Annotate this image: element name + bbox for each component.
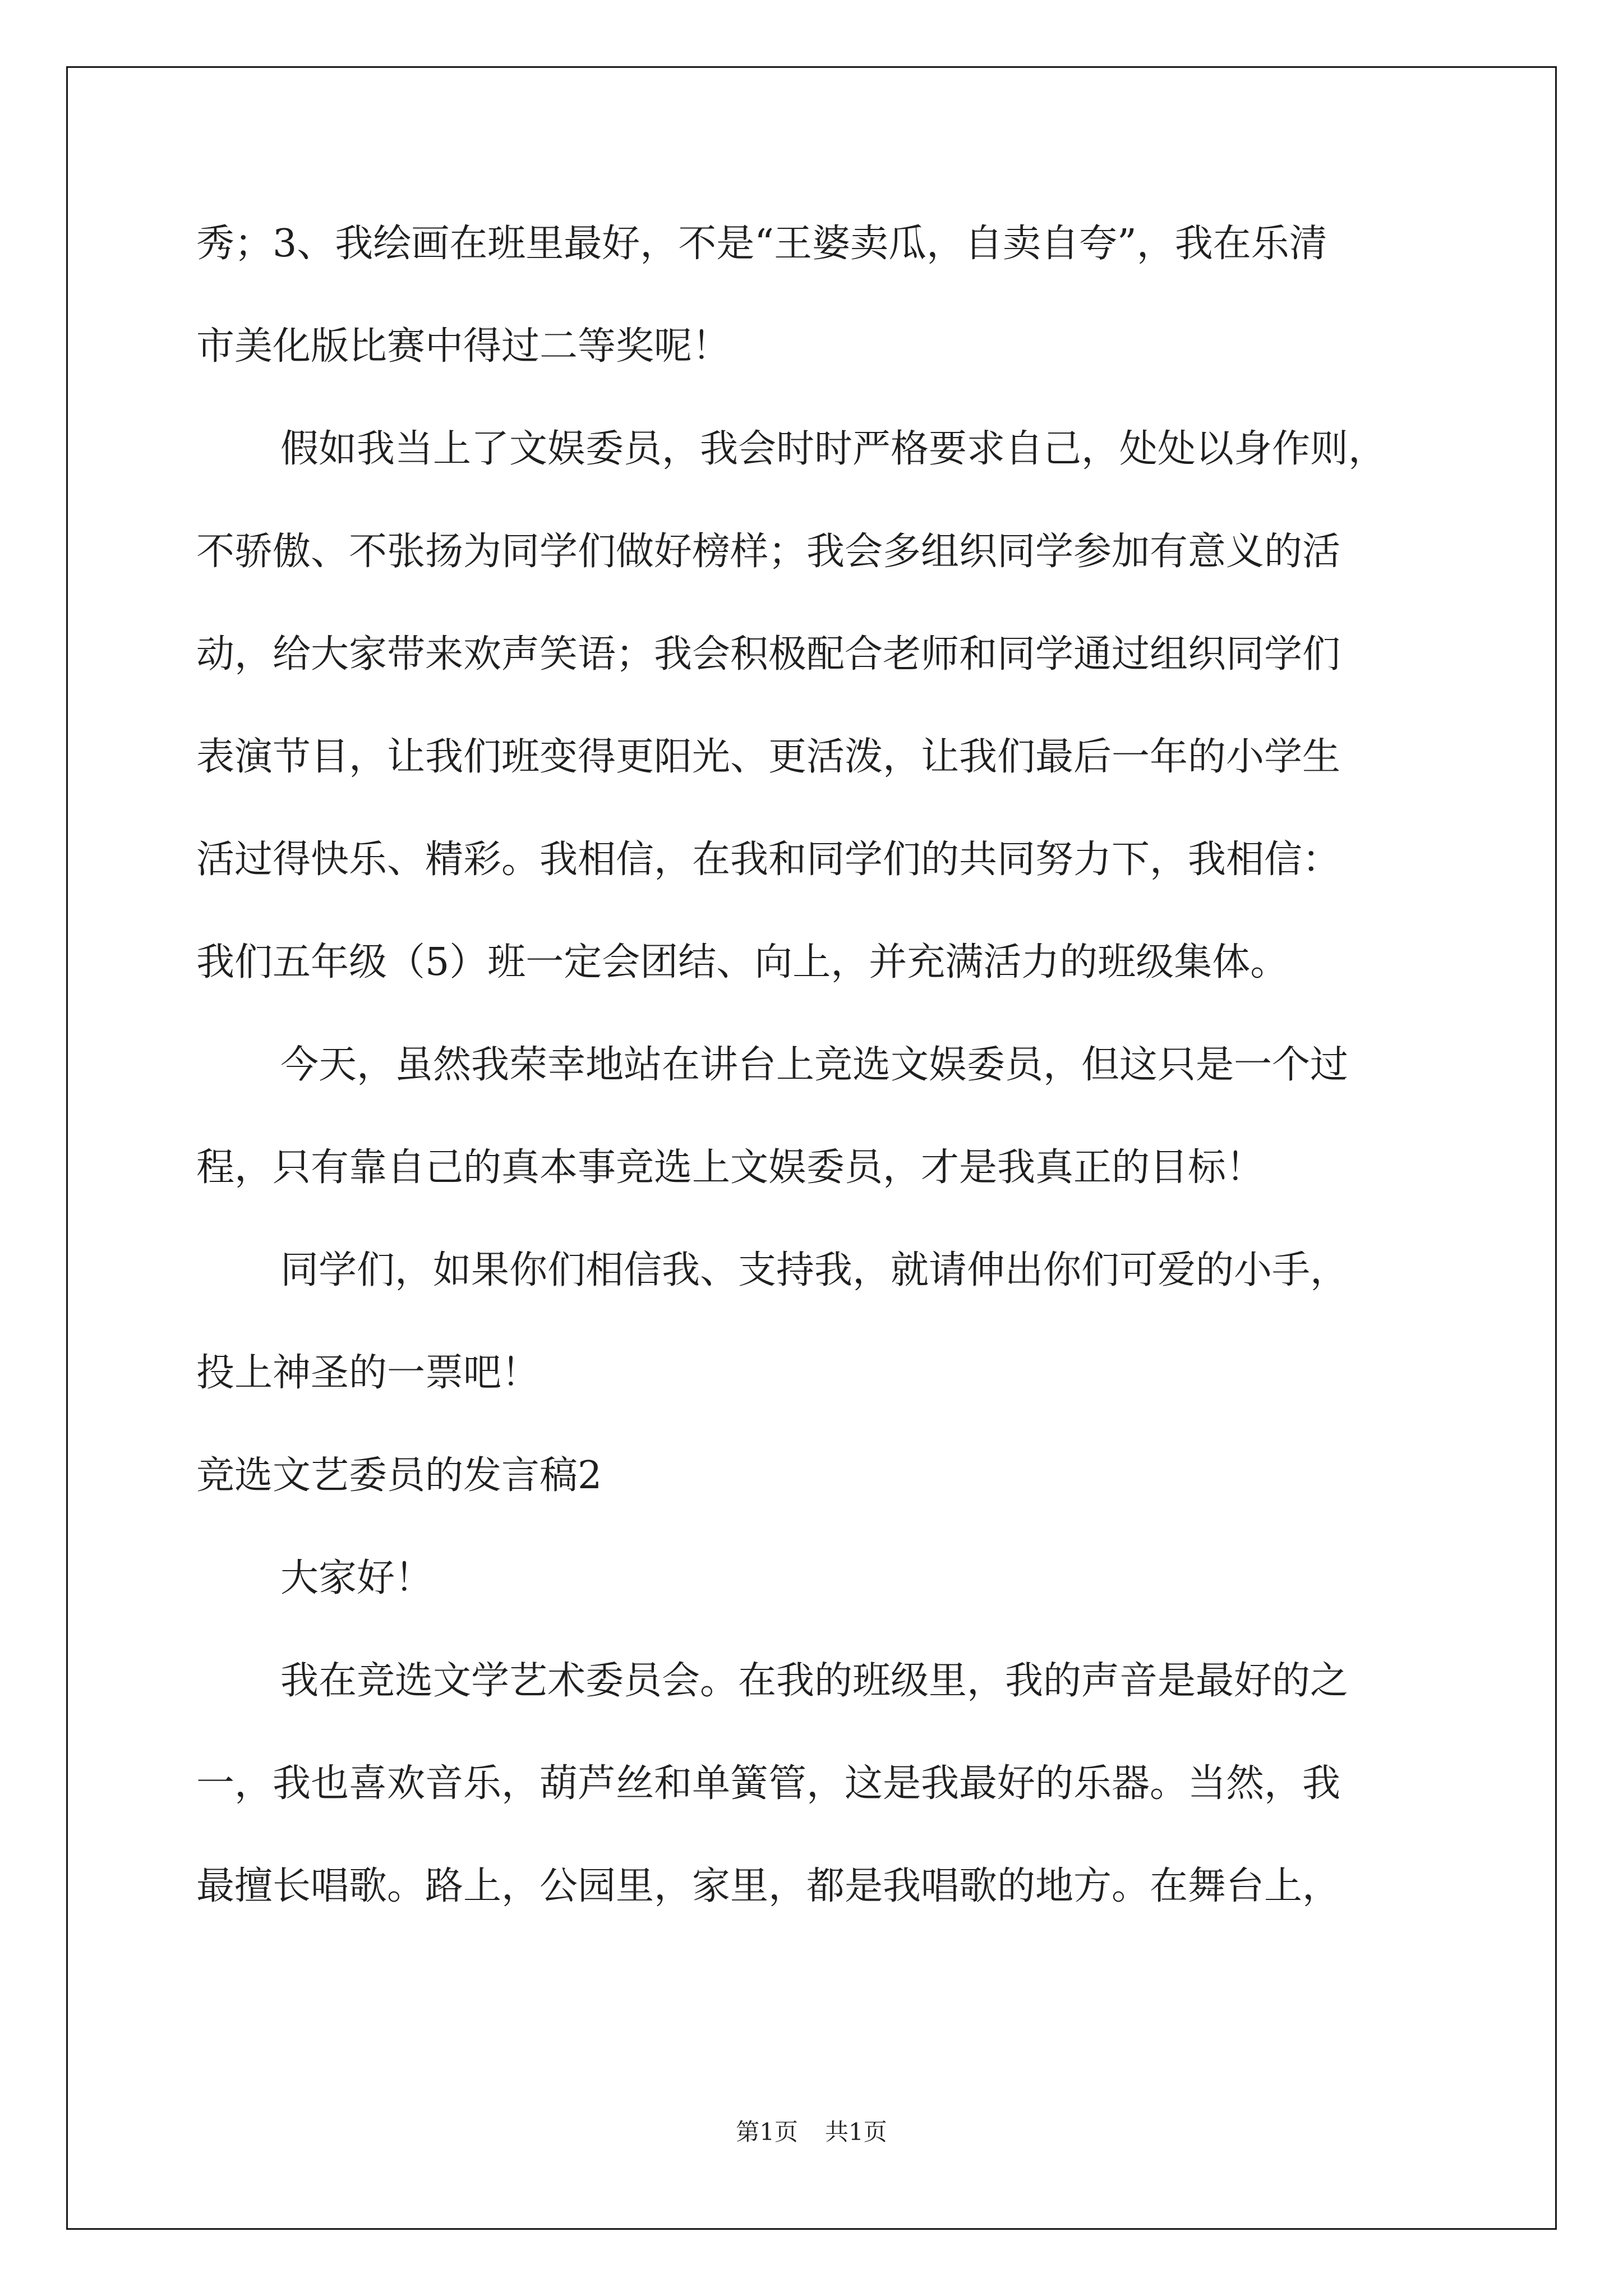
page-footer xyxy=(0,2114,1623,2147)
text-line: 我们五年级（5）班一定会团结、向上，并充满活力的班级集体。 xyxy=(196,940,1289,984)
text-line: 投上神圣的一票吧！ xyxy=(196,1351,540,1395)
text-line: 秀；3、我绘画在班里最好，不是“王婆卖瓜，自卖自夸”，我在乐清 xyxy=(196,222,1327,266)
greeting: 大家好！ xyxy=(280,1556,434,1600)
text-line: 活过得快乐、精彩。我相信，在我和同学们的共同努力下，我相信： xyxy=(196,838,1341,882)
text-line: 最擅长唱歌。路上，公园里，家里，都是我唱歌的地方。在舞台上， xyxy=(196,1864,1341,1908)
paragraph-start: 我在竞选文学艺术委员会。在我的班级里，我的声音是最好的之 xyxy=(280,1659,1349,1703)
paragraph-start: 同学们，如果你们相信我、支持我，就请伸出你们可爱的小手， xyxy=(280,1248,1349,1292)
text-line: 表演节目，让我们班变得更阳光、更活泼，让我们最后一年的小学生 xyxy=(196,735,1341,779)
text-line: 程，只有靠自己的真本事竞选上文娱委员，才是我真正的目标！ xyxy=(196,1145,1265,1190)
text-line: 市美化版比赛中得过二等奖呢！ xyxy=(196,324,731,369)
text-line: 动，给大家带来欢声笑语；我会积极配合老师和同学通过组织同学们 xyxy=(196,632,1341,677)
paragraph-start: 假如我当上了文娱委员，我会时时严格要求自己，处处以身作则， xyxy=(280,427,1387,471)
page-total: 共1页 xyxy=(825,2118,887,2146)
text-line: 一，我也喜欢音乐，葫芦丝和单簧管，这是我最好的乐器。当然，我 xyxy=(196,1761,1341,1806)
section-heading: 竞选文艺委员的发言稿2 xyxy=(196,1453,602,1498)
page-number: 第1页 xyxy=(736,2118,798,2146)
paragraph-start: 今天，虽然我荣幸地站在讲台上竞选文娱委员，但这只是一个过 xyxy=(280,1043,1349,1087)
text-line: 不骄傲、不张扬为同学们做好榜样；我会多组织同学参加有意义的活 xyxy=(196,530,1341,574)
